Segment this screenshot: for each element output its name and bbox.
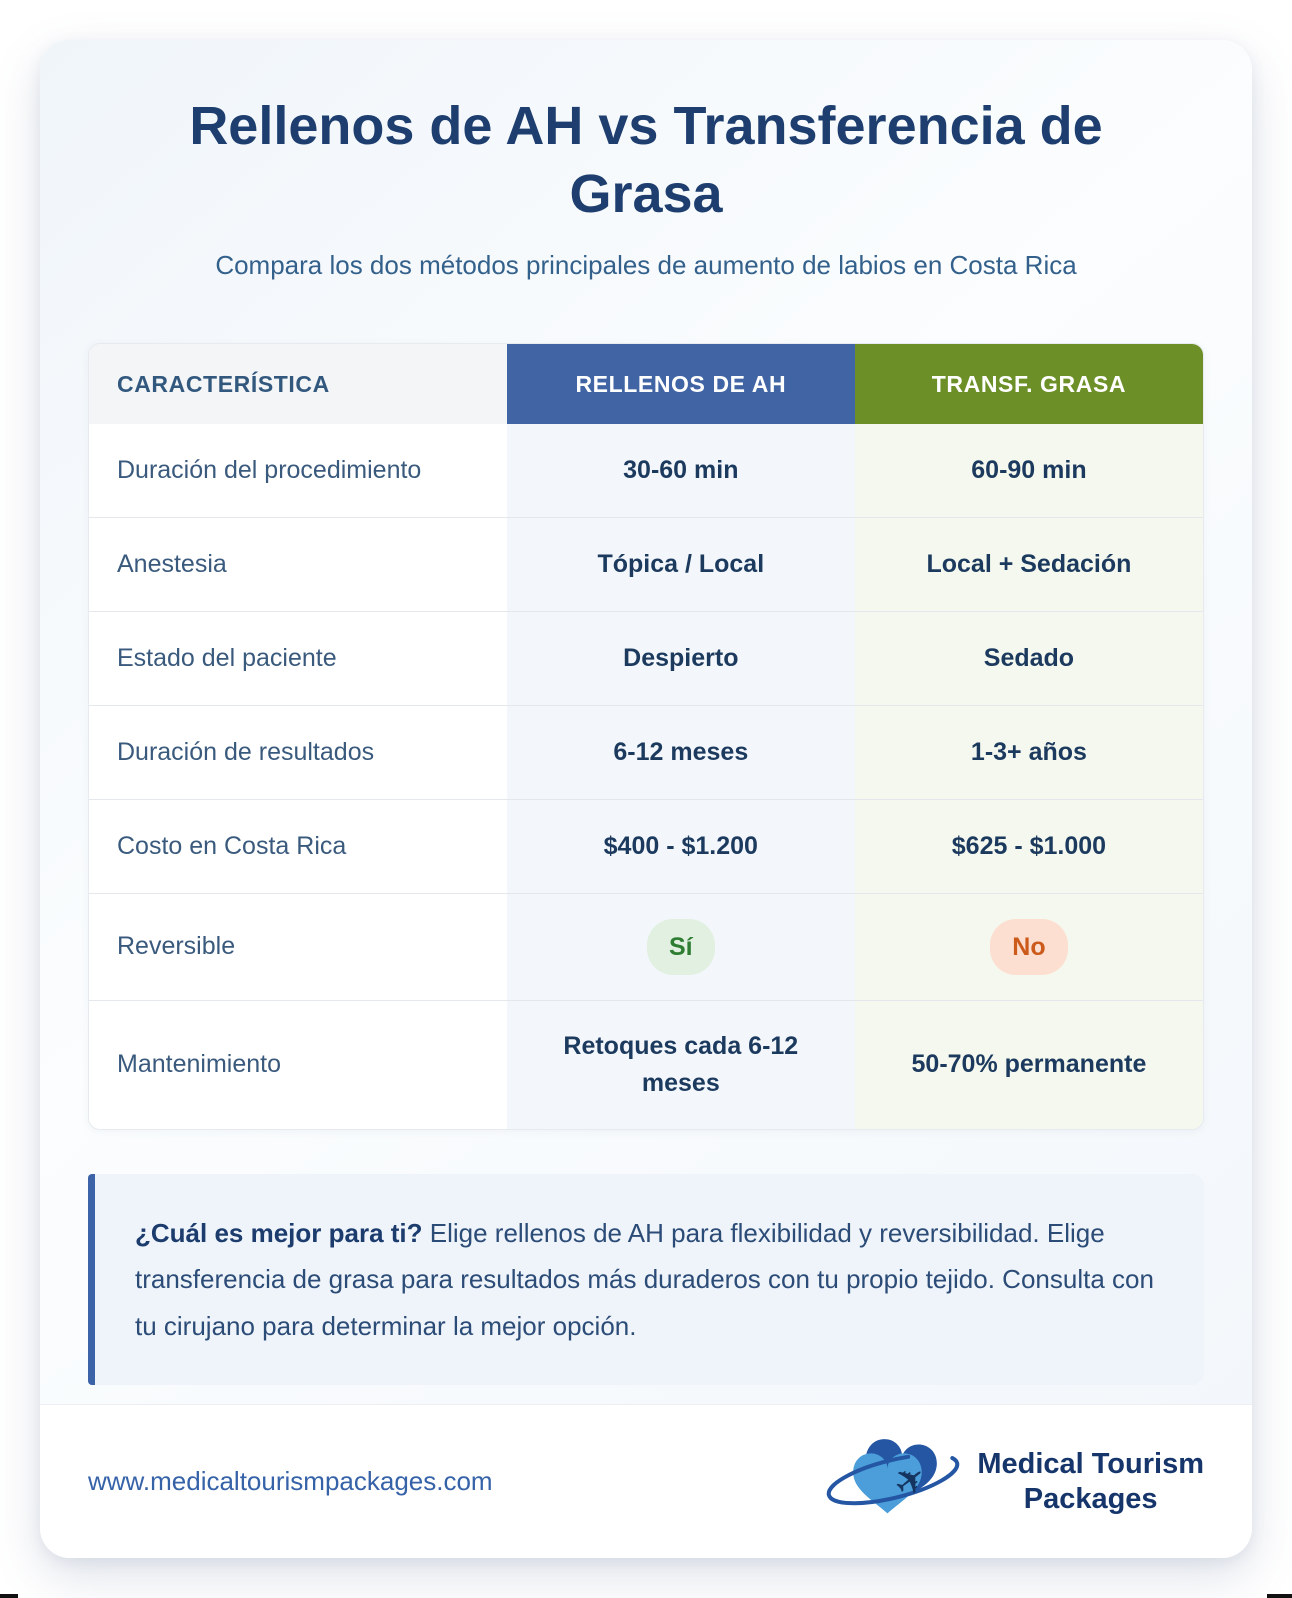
row-label: Anestesia [89, 518, 507, 611]
advice-callout [88, 1174, 1204, 1385]
row-label: Duración de resultados [89, 706, 507, 799]
table-row [89, 893, 1203, 1000]
brand-name-line1: Medical Tourism [977, 1448, 1204, 1481]
callout-text: Elige rellenos de AH para flexibilidad y reversibilidad. Elige transferencia de grasa para resultados más duraderos con tu propio tejido. Consulta con tu cirujano para determinar la mejor opción. [135, 1218, 1154, 1341]
svg-text:✈: ✈ [884, 1453, 937, 1508]
table-row [89, 611, 1203, 705]
row-value-fat: 60-90 min [855, 424, 1203, 517]
crop-mark-right [1267, 1594, 1292, 1598]
page-subtitle: Compara los dos métodos principales de aumento de labios en Costa Rica [215, 250, 1077, 281]
heart-plane-orbit-icon [819, 1429, 967, 1534]
content-area [40, 40, 1252, 1404]
row-value-fat [855, 894, 1203, 1000]
table-row [89, 424, 1203, 517]
yes-badge: Sí [647, 919, 715, 975]
row-value-ha: $400 - $1.200 [507, 800, 855, 893]
row-label: Reversible [89, 894, 507, 1000]
row-label: Costo en Costa Rica [89, 800, 507, 893]
row-label: Duración del procedimiento [89, 424, 507, 517]
row-value-ha [507, 894, 855, 1000]
brand-name-line2: Packages [1023, 1482, 1158, 1515]
callout-lead: ¿Cuál es mejor para ti? [135, 1218, 423, 1249]
infographic-card [40, 40, 1252, 1558]
row-value-ha: Despierto [507, 612, 855, 705]
row-label: Estado del paciente [89, 612, 507, 705]
table-row [89, 705, 1203, 799]
table-body [89, 424, 1203, 1129]
row-value-fat: 1-3+ años [855, 706, 1203, 799]
column-header-caracteristica: CARACTERÍSTICA [89, 344, 507, 424]
column-header-rellenos-ah: RELLENOS DE AH [507, 344, 855, 424]
table-header-row [89, 344, 1203, 424]
row-label: Mantenimiento [89, 1001, 507, 1129]
row-value-fat: 50-70% permanente [855, 1001, 1203, 1129]
table-row [89, 517, 1203, 611]
row-value-ha: Retoques cada 6-12 meses [507, 1001, 855, 1129]
no-badge: No [990, 919, 1067, 975]
brand-logo [819, 1429, 1204, 1534]
table-row [89, 799, 1203, 893]
crop-mark-left [0, 1594, 18, 1598]
table-row [89, 1000, 1203, 1129]
column-header-transf-grasa: TRANSF. GRASA [855, 344, 1203, 424]
website-url[interactable]: www.medicaltourismpackages.com [88, 1466, 493, 1496]
row-value-ha: 6-12 meses [507, 706, 855, 799]
row-value-fat: Sedado [855, 612, 1203, 705]
row-value-fat: $625 - $1.000 [855, 800, 1203, 893]
row-value-fat: Local + Sedación [855, 518, 1203, 611]
row-value-ha: 30-60 min [507, 424, 855, 517]
brand-name [977, 1447, 1204, 1515]
row-value-ha: Tópica / Local [507, 518, 855, 611]
footer [40, 1404, 1252, 1558]
comparison-table [88, 343, 1204, 1130]
page-title: Rellenos de AH vs Transferencia de Grasa [189, 96, 1103, 225]
